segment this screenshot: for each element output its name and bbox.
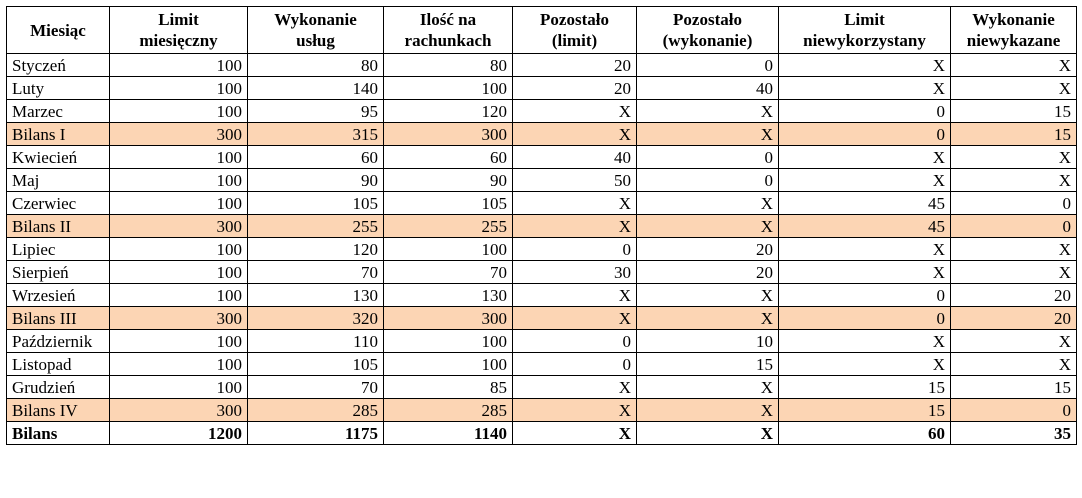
cell-remaining-performance: 20: [637, 261, 779, 284]
cell-remaining-limit: X: [513, 284, 637, 307]
column-header-line: Ilość na: [419, 10, 477, 29]
cell-services-performed: 320: [248, 307, 384, 330]
month-row: [7, 192, 1077, 215]
column-header-billed-quantity: [384, 7, 513, 54]
cell-services-performed: 95: [248, 100, 384, 123]
cell-unreported-performance: X: [951, 77, 1077, 100]
cell-month: Bilans I: [7, 123, 110, 146]
cell-monthly-limit: 100: [110, 146, 248, 169]
cell-billed-quantity: 100: [384, 77, 513, 100]
column-header-line: Pozostało: [673, 10, 742, 29]
cell-remaining-performance: X: [637, 376, 779, 399]
cell-remaining-performance: X: [637, 100, 779, 123]
cell-services-performed: 120: [248, 238, 384, 261]
cell-unreported-performance: X: [951, 238, 1077, 261]
cell-monthly-limit: 100: [110, 330, 248, 353]
column-header-remaining-limit: [513, 7, 637, 54]
cell-billed-quantity: 80: [384, 54, 513, 77]
quarter-balance-row: [7, 307, 1077, 330]
cell-unreported-performance: 35: [951, 422, 1077, 445]
cell-services-performed: 1175: [248, 422, 384, 445]
month-row: [7, 100, 1077, 123]
cell-remaining-performance: 0: [637, 146, 779, 169]
column-header-unreported-performance: [951, 7, 1077, 54]
cell-remaining-limit: X: [513, 422, 637, 445]
cell-billed-quantity: 130: [384, 284, 513, 307]
cell-billed-quantity: 70: [384, 261, 513, 284]
cell-unreported-performance: X: [951, 261, 1077, 284]
cell-unused-limit: X: [779, 238, 951, 261]
month-row: [7, 284, 1077, 307]
column-header-line: rachunkach: [404, 31, 492, 50]
column-header-line: Pozostało: [540, 10, 609, 29]
cell-month: Styczeń: [7, 54, 110, 77]
cell-monthly-limit: 1200: [110, 422, 248, 445]
cell-monthly-limit: 300: [110, 123, 248, 146]
cell-monthly-limit: 100: [110, 77, 248, 100]
cell-services-performed: 90: [248, 169, 384, 192]
cell-services-performed: 70: [248, 261, 384, 284]
cell-remaining-performance: X: [637, 123, 779, 146]
cell-unused-limit: 0: [779, 123, 951, 146]
cell-unreported-performance: X: [951, 169, 1077, 192]
cell-remaining-performance: X: [637, 399, 779, 422]
column-header-line: miesięczny: [139, 31, 218, 50]
cell-month: Maj: [7, 169, 110, 192]
cell-remaining-limit: 0: [513, 238, 637, 261]
cell-unused-limit: X: [779, 77, 951, 100]
cell-monthly-limit: 100: [110, 54, 248, 77]
column-header-services-performed: [248, 7, 384, 54]
header-row: [7, 7, 1077, 54]
cell-monthly-limit: 100: [110, 353, 248, 376]
cell-billed-quantity: 100: [384, 353, 513, 376]
column-header-line: (wykonanie): [662, 31, 753, 50]
cell-billed-quantity: 85: [384, 376, 513, 399]
cell-unreported-performance: X: [951, 54, 1077, 77]
column-header-unused-limit: [779, 7, 951, 54]
cell-month: Bilans: [7, 422, 110, 445]
cell-remaining-limit: X: [513, 376, 637, 399]
column-header-line: (limit): [551, 31, 598, 50]
cell-remaining-performance: 0: [637, 169, 779, 192]
cell-monthly-limit: 300: [110, 399, 248, 422]
cell-unused-limit: 60: [779, 422, 951, 445]
cell-unused-limit: X: [779, 330, 951, 353]
table-body: [7, 54, 1077, 445]
cell-remaining-performance: X: [637, 215, 779, 238]
cell-month: Wrzesień: [7, 284, 110, 307]
cell-monthly-limit: 100: [110, 238, 248, 261]
cell-services-performed: 140: [248, 77, 384, 100]
quarter-balance-row: [7, 399, 1077, 422]
cell-unused-limit: 0: [779, 307, 951, 330]
cell-month: Kwiecień: [7, 146, 110, 169]
column-header-line: usług: [296, 31, 335, 50]
cell-services-performed: 130: [248, 284, 384, 307]
cell-billed-quantity: 100: [384, 238, 513, 261]
column-header-line: Wykonanie: [972, 10, 1055, 29]
month-row: [7, 376, 1077, 399]
cell-billed-quantity: 1140: [384, 422, 513, 445]
cell-remaining-performance: X: [637, 284, 779, 307]
column-header-line: Wykonanie: [274, 10, 357, 29]
cell-billed-quantity: 285: [384, 399, 513, 422]
cell-month: Lipiec: [7, 238, 110, 261]
cell-services-performed: 105: [248, 192, 384, 215]
cell-unused-limit: 15: [779, 399, 951, 422]
cell-monthly-limit: 100: [110, 376, 248, 399]
cell-services-performed: 110: [248, 330, 384, 353]
quarter-balance-row: [7, 215, 1077, 238]
cell-remaining-limit: 50: [513, 169, 637, 192]
cell-unreported-performance: 15: [951, 123, 1077, 146]
cell-month: Bilans IV: [7, 399, 110, 422]
cell-month: Listopad: [7, 353, 110, 376]
cell-unused-limit: 0: [779, 100, 951, 123]
cell-monthly-limit: 100: [110, 169, 248, 192]
cell-month: Luty: [7, 77, 110, 100]
cell-unreported-performance: 15: [951, 100, 1077, 123]
cell-unreported-performance: 0: [951, 192, 1077, 215]
cell-remaining-limit: X: [513, 123, 637, 146]
cell-unused-limit: X: [779, 261, 951, 284]
cell-month: Bilans III: [7, 307, 110, 330]
cell-services-performed: 255: [248, 215, 384, 238]
cell-billed-quantity: 300: [384, 307, 513, 330]
cell-monthly-limit: 300: [110, 307, 248, 330]
limit-balance-table-container: [6, 6, 1077, 445]
cell-unused-limit: 0: [779, 284, 951, 307]
month-row: [7, 54, 1077, 77]
cell-remaining-performance: X: [637, 422, 779, 445]
cell-services-performed: 105: [248, 353, 384, 376]
column-header-month: [7, 7, 110, 54]
cell-monthly-limit: 100: [110, 261, 248, 284]
cell-remaining-performance: 15: [637, 353, 779, 376]
month-row: [7, 169, 1077, 192]
cell-unused-limit: X: [779, 169, 951, 192]
cell-unreported-performance: X: [951, 353, 1077, 376]
cell-remaining-limit: 20: [513, 54, 637, 77]
cell-billed-quantity: 255: [384, 215, 513, 238]
cell-billed-quantity: 60: [384, 146, 513, 169]
limit-balance-table: [6, 6, 1077, 445]
cell-billed-quantity: 300: [384, 123, 513, 146]
cell-remaining-limit: 20: [513, 77, 637, 100]
cell-month: Bilans II: [7, 215, 110, 238]
cell-billed-quantity: 90: [384, 169, 513, 192]
cell-month: Marzec: [7, 100, 110, 123]
cell-remaining-limit: X: [513, 215, 637, 238]
cell-month: Sierpień: [7, 261, 110, 284]
column-header-line: Miesiąc: [30, 20, 86, 40]
column-header-line: Limit: [158, 10, 199, 29]
cell-unused-limit: X: [779, 146, 951, 169]
cell-remaining-performance: 40: [637, 77, 779, 100]
column-header-remaining-performance: [637, 7, 779, 54]
month-row: [7, 146, 1077, 169]
cell-unused-limit: 45: [779, 215, 951, 238]
cell-unused-limit: X: [779, 353, 951, 376]
column-header-line: niewykorzystany: [803, 31, 926, 50]
cell-unused-limit: X: [779, 54, 951, 77]
cell-remaining-performance: 10: [637, 330, 779, 353]
cell-billed-quantity: 100: [384, 330, 513, 353]
cell-unused-limit: 45: [779, 192, 951, 215]
cell-billed-quantity: 105: [384, 192, 513, 215]
month-row: [7, 330, 1077, 353]
cell-monthly-limit: 100: [110, 100, 248, 123]
month-row: [7, 238, 1077, 261]
cell-remaining-limit: X: [513, 399, 637, 422]
cell-remaining-performance: X: [637, 307, 779, 330]
cell-monthly-limit: 100: [110, 284, 248, 307]
month-row: [7, 77, 1077, 100]
cell-unreported-performance: 0: [951, 215, 1077, 238]
cell-unreported-performance: 0: [951, 399, 1077, 422]
cell-services-performed: 70: [248, 376, 384, 399]
cell-remaining-performance: 20: [637, 238, 779, 261]
cell-monthly-limit: 100: [110, 192, 248, 215]
quarter-balance-row: [7, 123, 1077, 146]
cell-remaining-performance: 0: [637, 54, 779, 77]
cell-remaining-limit: 40: [513, 146, 637, 169]
cell-services-performed: 285: [248, 399, 384, 422]
cell-unreported-performance: X: [951, 330, 1077, 353]
cell-remaining-limit: 0: [513, 353, 637, 376]
cell-billed-quantity: 120: [384, 100, 513, 123]
cell-remaining-performance: X: [637, 192, 779, 215]
month-row: [7, 261, 1077, 284]
column-header-line: niewykazane: [966, 31, 1061, 50]
cell-services-performed: 315: [248, 123, 384, 146]
cell-remaining-limit: X: [513, 192, 637, 215]
column-header-line: Limit: [844, 10, 885, 29]
month-row: [7, 353, 1077, 376]
cell-unreported-performance: 15: [951, 376, 1077, 399]
cell-month: Czerwiec: [7, 192, 110, 215]
cell-services-performed: 60: [248, 146, 384, 169]
cell-unreported-performance: X: [951, 146, 1077, 169]
cell-unused-limit: 15: [779, 376, 951, 399]
cell-remaining-limit: X: [513, 100, 637, 123]
cell-monthly-limit: 300: [110, 215, 248, 238]
cell-remaining-limit: X: [513, 307, 637, 330]
cell-remaining-limit: 30: [513, 261, 637, 284]
cell-month: Październik: [7, 330, 110, 353]
cell-unreported-performance: 20: [951, 307, 1077, 330]
cell-month: Grudzień: [7, 376, 110, 399]
cell-unreported-performance: 20: [951, 284, 1077, 307]
column-header-monthly-limit: [110, 7, 248, 54]
cell-remaining-limit: 0: [513, 330, 637, 353]
cell-services-performed: 80: [248, 54, 384, 77]
total-balance-row: [7, 422, 1077, 445]
